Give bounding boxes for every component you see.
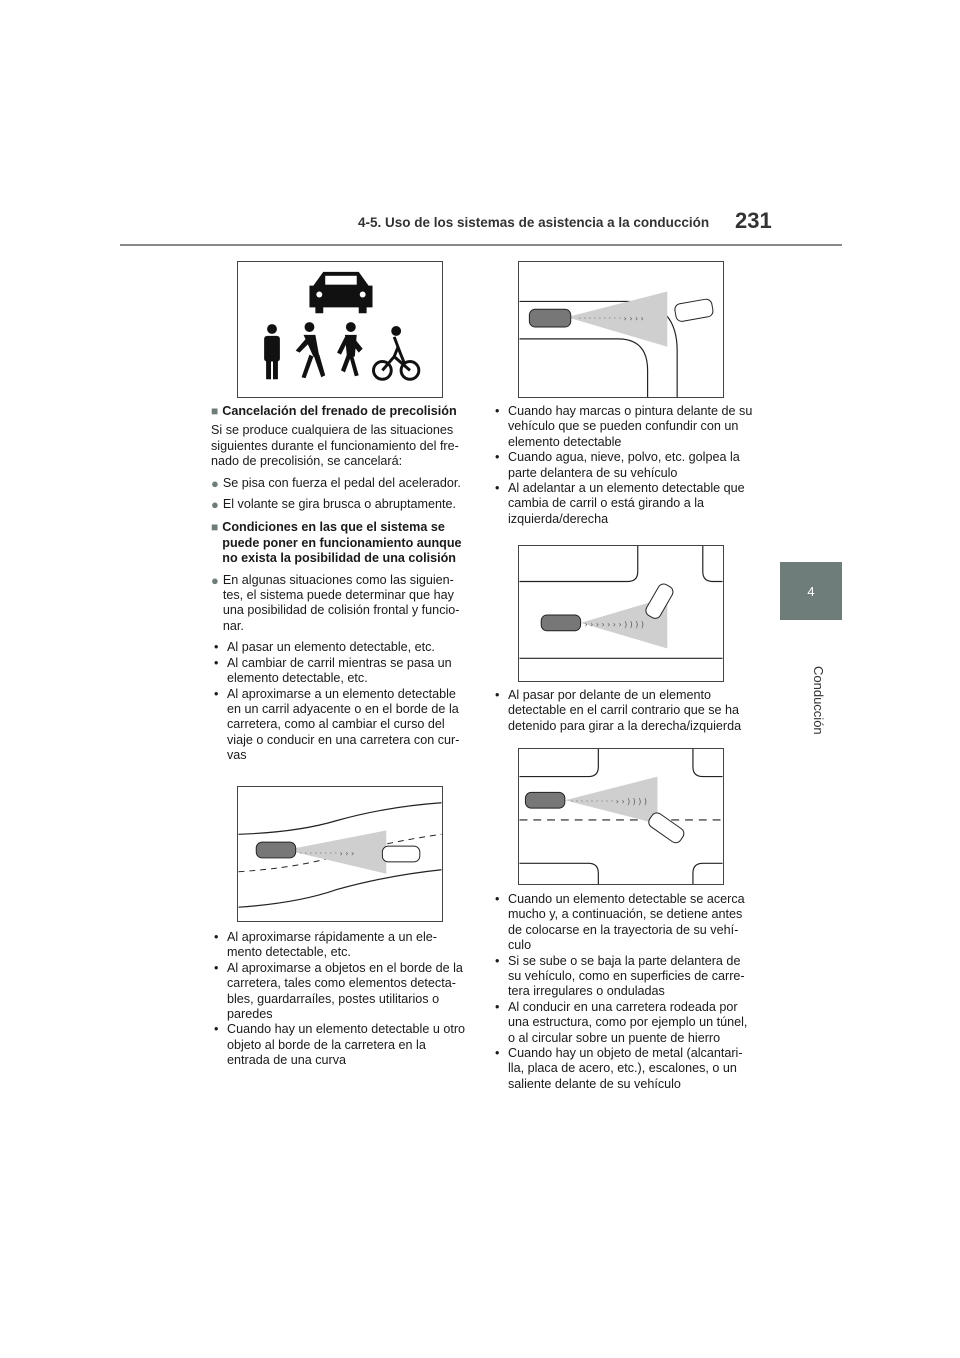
header-title: 4-5. Uso de los sistemas de asistencia a la conducción bbox=[358, 215, 710, 230]
list-item: • Cuando un elemento detectable se acerca mucho y, a continuación, se detiene antes de colocarse en la trayectoria de su vehí-culo bbox=[492, 892, 754, 954]
section1-item: ● El volante se gira brusca o abruptamente. bbox=[211, 497, 456, 513]
list-item: • Cuando hay marcas o pintura delante de su vehículo que se pueden confundir con un elemento detectable bbox=[492, 404, 754, 450]
chapter-label: Conducción bbox=[811, 666, 826, 735]
pedestrian-running-icon bbox=[337, 322, 363, 376]
figure-curved-road bbox=[237, 786, 443, 922]
own-vehicle-icon bbox=[525, 792, 564, 808]
list-item: • Al adelantar a un elemento detectable que cambia de carril o está girando a la izquierda/derecha bbox=[492, 481, 754, 527]
pedestrian-standing-icon bbox=[264, 324, 280, 379]
svg-text:· · · · · · · · · › › › ›: · · · · · · · · · › › › › bbox=[578, 314, 644, 324]
list-item: • Cuando agua, nieve, polvo, etc. golpea la parte delantera de su vehículo bbox=[492, 450, 754, 481]
list-item: • Al cambiar de carril mientras se pasa un elemento detectable, etc. bbox=[211, 656, 469, 687]
svg-text:› › › › › › › ) ) ) ): › › › › › › › ) ) ) ) bbox=[584, 619, 644, 629]
figure-oncoming-turn bbox=[518, 748, 724, 885]
car-front-icon bbox=[309, 272, 372, 313]
list-item: • Al pasar un elemento detectable, etc. bbox=[211, 640, 469, 655]
other-vehicle-icon bbox=[644, 582, 675, 621]
list-item: • Cuando hay un elemento detectable u otro objeto al borde de la carretera en la entrada de una curva bbox=[211, 1022, 469, 1068]
list-item: • Si se sube o se baja la parte delantera de su vehículo, como en superficies de carre-tera irregulares o onduladas bbox=[492, 954, 754, 1000]
figure-detectable-objects bbox=[237, 261, 443, 398]
section2-item: ● En algunas situaciones como las siguien-tes, el sistema puede determinar que hay una posibilidad de colisión frontal y funcio-nar. bbox=[211, 572, 460, 633]
section1-intro: Si se produce cualquiera de las situaciones siguientes durante el funcionamiento del fre-nado de precolisión, se cancelará: bbox=[211, 423, 459, 469]
section1-heading: ■ Cancelación del frenado de precolisión bbox=[211, 404, 457, 418]
own-vehicle-icon bbox=[541, 615, 580, 631]
svg-text:· · · · · · · · › › ›: · · · · · · · · › › › bbox=[299, 848, 355, 858]
list-item: • Al conducir en una carretera rodeada por una estructura, como por ejemplo un túnel, o al circular sobre un puente de hierro bbox=[492, 1000, 754, 1046]
other-vehicle-icon bbox=[646, 811, 686, 845]
list-item: • Al aproximarse rápidamente a un ele-mento detectable, etc. bbox=[211, 930, 469, 961]
section2-heading: ■ Condiciones en las que el sistema se puede poner en funcionamiento aunque no exista la posibilidad de una colisión bbox=[211, 520, 462, 566]
list-item: • Cuando hay un objeto de metal (alcantari-lla, placa de acero, etc.), escalones, o un saliente delante de su vehículo bbox=[492, 1046, 754, 1092]
figure-curve-turn bbox=[518, 261, 724, 398]
right-bullets-c bbox=[492, 892, 754, 1092]
left-bottom-bullets bbox=[211, 930, 469, 1069]
section1-item: ● Se pisa con fuerza el pedal del acelerador. bbox=[211, 475, 461, 491]
header-rule bbox=[120, 244, 842, 246]
section2-bullets bbox=[211, 640, 469, 763]
figure-intersection-turning bbox=[518, 545, 724, 682]
left-text-column bbox=[211, 404, 469, 764]
own-vehicle-icon bbox=[529, 309, 570, 327]
own-vehicle-icon bbox=[256, 842, 295, 858]
other-vehicle-icon bbox=[674, 298, 714, 322]
right-bullets-b bbox=[492, 688, 754, 734]
list-item: • Al pasar por delante de un elemento detectable en el carril contrario que se ha detenido para girar a la derecha/izquierda bbox=[492, 688, 754, 734]
chapter-number: 4 bbox=[807, 583, 815, 599]
list-item: • Al aproximarse a objetos en el borde de la carretera, tales como elementos detecta-bles, guardarraíles, postes utilitarios o paredes bbox=[211, 961, 469, 1023]
cyclist-icon bbox=[374, 326, 419, 379]
chapter-tab bbox=[780, 562, 842, 620]
svg-text:· · · · · · · · · › › ) ) ) ): · · · · · · · · · › › ) ) ) ) bbox=[570, 797, 647, 807]
list-item: • Al aproximarse a un elemento detectable en un carril adyacente o en el borde de la carretera, como al cambiar el curso del viaje o conducir en una carretera con cur-vas bbox=[211, 687, 469, 764]
other-vehicle-icon bbox=[382, 846, 419, 862]
page-number: 231 bbox=[735, 208, 772, 233]
pedestrian-walking-icon bbox=[296, 322, 326, 378]
right-bullets-a bbox=[492, 404, 754, 527]
